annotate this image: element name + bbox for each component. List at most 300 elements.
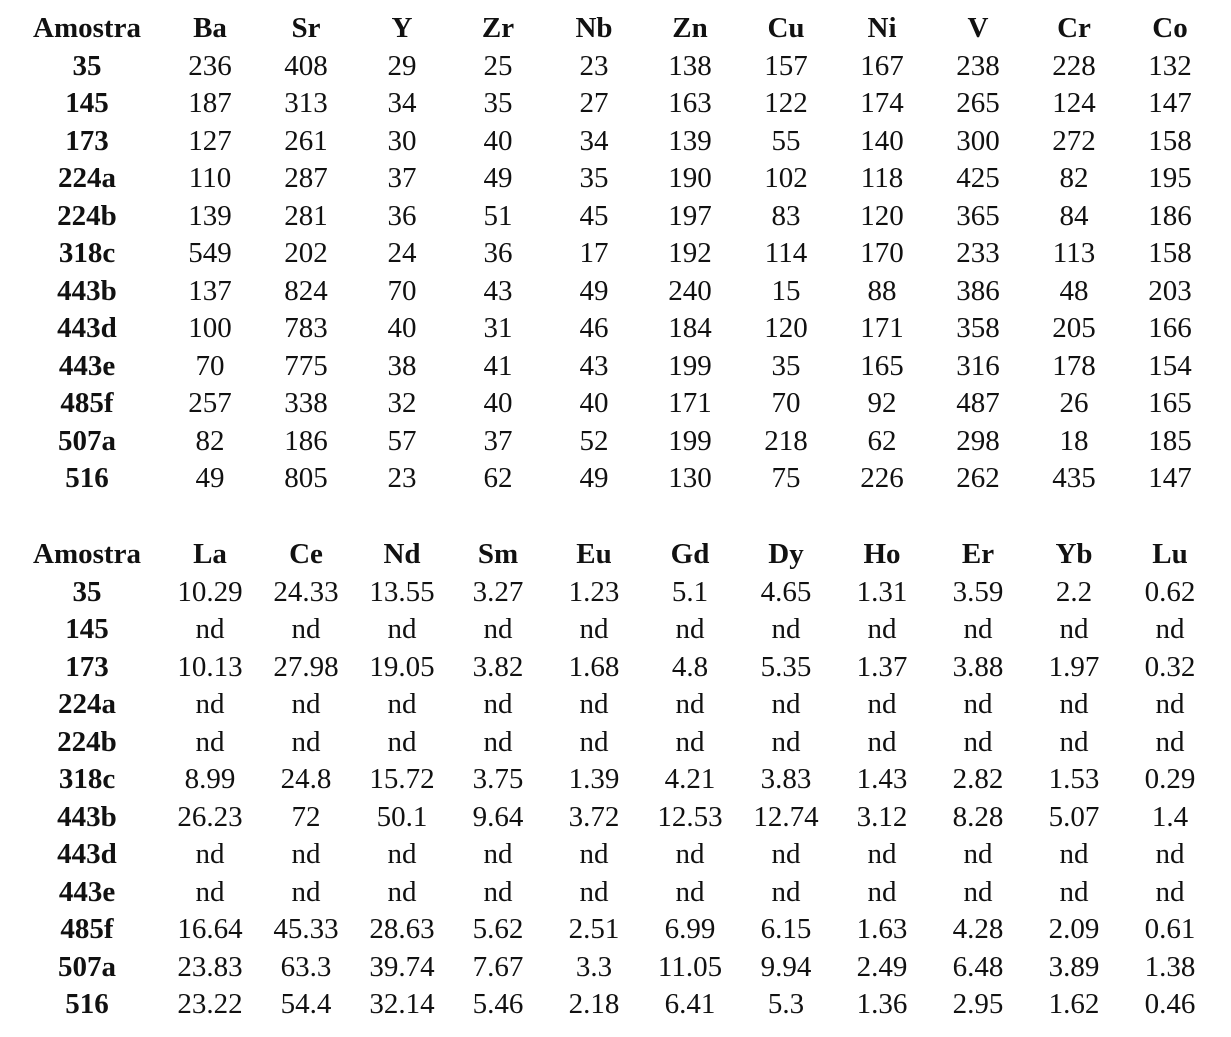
value-cell: nd <box>867 688 897 720</box>
sample-id-cell: 173 <box>65 124 109 157</box>
value-cell: 63.3 <box>280 950 332 983</box>
value-cell: 165 <box>1148 387 1192 419</box>
value-cell: 72 <box>291 800 321 833</box>
value-cell: 40 <box>483 124 513 157</box>
value-cell: nd <box>867 725 897 758</box>
value-cell: nd <box>867 613 897 645</box>
value-cell: nd <box>483 613 513 645</box>
value-cell: 386 <box>956 274 1000 307</box>
value-cell: 140 <box>860 124 904 157</box>
value-cell: 158 <box>1148 124 1192 157</box>
table-row <box>12 949 1218 987</box>
value-cell: 36 <box>483 237 513 269</box>
value-cell: nd <box>1155 838 1185 870</box>
table-row <box>12 874 1218 912</box>
sample-id-cell: 443d <box>57 312 117 344</box>
value-cell: 1.43 <box>856 763 908 795</box>
value-cell: 8.28 <box>952 800 1004 833</box>
value-cell: 52 <box>579 424 609 457</box>
value-cell: nd <box>675 838 705 870</box>
value-cell: nd <box>1059 613 1089 645</box>
value-cell: 120 <box>860 199 904 232</box>
value-cell: 316 <box>956 349 1000 382</box>
value-cell: nd <box>195 725 225 758</box>
value-cell: 6.41 <box>664 988 716 1020</box>
value-cell: 0.29 <box>1144 763 1196 795</box>
element-column-header: La <box>193 538 227 570</box>
value-cell: 62 <box>483 462 513 494</box>
sample-id-cell: 318c <box>58 237 116 269</box>
sample-id-cell: 224b <box>57 725 117 758</box>
value-cell: 287 <box>284 162 328 194</box>
value-cell: 775 <box>284 349 328 382</box>
value-cell: 113 <box>1052 237 1096 269</box>
value-cell: 202 <box>284 237 328 269</box>
value-cell: 4.65 <box>760 575 812 608</box>
value-cell: 35 <box>483 87 513 119</box>
value-cell: 408 <box>284 49 328 82</box>
value-cell: 261 <box>284 124 328 157</box>
value-cell: 43 <box>579 349 609 382</box>
value-cell: 83 <box>771 199 801 232</box>
value-cell: 170 <box>860 237 904 269</box>
value-cell: 262 <box>956 462 1000 494</box>
value-cell: 233 <box>956 237 1000 269</box>
value-cell: nd <box>1155 613 1185 645</box>
sample-id-cell: 443e <box>58 875 116 908</box>
value-cell: 236 <box>188 49 232 82</box>
value-cell: nd <box>1059 688 1089 720</box>
value-cell: 186 <box>284 424 328 457</box>
value-cell: 199 <box>668 424 712 457</box>
value-cell: 358 <box>956 312 1000 344</box>
value-cell: 4.8 <box>671 650 709 683</box>
table-row <box>12 310 1218 348</box>
element-column-header: Lu <box>1152 538 1188 570</box>
value-cell: 171 <box>860 312 904 344</box>
value-cell: 139 <box>188 199 232 232</box>
table-row <box>12 724 1218 762</box>
value-cell: 9.64 <box>472 800 524 833</box>
table-row <box>12 686 1218 724</box>
value-cell: 75 <box>771 462 801 494</box>
value-cell: nd <box>771 838 801 870</box>
value-cell: 32.14 <box>369 988 435 1020</box>
sample-id-cell: 35 <box>72 575 102 608</box>
value-cell: 1.23 <box>568 575 620 608</box>
value-cell: 30 <box>387 124 417 157</box>
value-cell: 16.64 <box>177 913 243 945</box>
value-cell: 3.82 <box>472 650 524 683</box>
value-cell: 62 <box>867 424 897 457</box>
value-cell: 435 <box>1052 462 1096 494</box>
sample-id-cell: 507a <box>58 424 116 457</box>
element-column-header: Ce <box>289 538 323 570</box>
table-row <box>12 911 1218 949</box>
rare-earth-element-table <box>12 536 1218 1024</box>
value-cell: 5.46 <box>472 988 524 1020</box>
value-cell: nd <box>771 725 801 758</box>
element-column-header: Nd <box>383 538 421 570</box>
value-cell: 100 <box>188 312 232 344</box>
value-cell: 5.07 <box>1048 800 1100 833</box>
table-row <box>12 986 1218 1024</box>
value-cell: 1.38 <box>1144 950 1196 983</box>
value-cell: nd <box>1155 725 1185 758</box>
element-column-header: Zn <box>672 12 708 44</box>
table-row <box>12 611 1218 649</box>
value-cell: 70 <box>387 274 417 307</box>
value-cell: 5.3 <box>767 988 805 1020</box>
value-cell: nd <box>1059 725 1089 758</box>
value-cell: 132 <box>1148 49 1192 82</box>
value-cell: 92 <box>867 387 897 419</box>
value-cell: 5.1 <box>671 575 709 608</box>
trace-element-table <box>12 10 1218 498</box>
sample-id-cell: 485f <box>60 913 114 945</box>
sample-column-header: Amostra <box>33 538 141 570</box>
table-row <box>12 836 1218 874</box>
value-cell: 110 <box>188 162 232 194</box>
table-row <box>12 48 1218 86</box>
value-cell: 24 <box>387 237 417 269</box>
value-cell: 40 <box>387 312 417 344</box>
value-cell: nd <box>483 725 513 758</box>
value-cell: 185 <box>1148 424 1192 457</box>
table-row <box>12 198 1218 236</box>
sample-column-header: Amostra <box>33 12 141 44</box>
value-cell: 487 <box>956 387 1000 419</box>
value-cell: nd <box>963 875 993 908</box>
value-cell: 3.83 <box>760 763 812 795</box>
table-header <box>12 10 1218 48</box>
value-cell: 9.94 <box>760 950 812 983</box>
value-cell: 4.21 <box>664 763 716 795</box>
value-cell: 1.31 <box>856 575 908 608</box>
sample-id-cell: 485f <box>60 387 114 419</box>
table-row <box>12 273 1218 311</box>
value-cell: 27.98 <box>273 650 339 683</box>
value-cell: 5.35 <box>760 650 812 683</box>
value-cell: nd <box>291 688 321 720</box>
value-cell: 49 <box>195 462 225 494</box>
value-cell: 13.55 <box>369 575 435 608</box>
table-row <box>12 649 1218 687</box>
value-cell: 165 <box>860 349 904 382</box>
value-cell: 167 <box>860 49 904 82</box>
value-cell: 15 <box>771 274 801 307</box>
table-body <box>12 574 1218 1024</box>
value-cell: 3.72 <box>568 800 620 833</box>
value-cell: 51 <box>483 199 513 232</box>
value-cell: 138 <box>668 49 712 82</box>
element-column-header: Eu <box>576 538 612 570</box>
value-cell: 1.97 <box>1048 650 1100 683</box>
value-cell: 6.15 <box>760 913 812 945</box>
value-cell: 3.12 <box>856 800 908 833</box>
sample-id-cell: 35 <box>72 49 102 82</box>
value-cell: 55 <box>771 124 801 157</box>
value-cell: 82 <box>1059 162 1089 194</box>
value-cell: 46 <box>579 312 609 344</box>
table-row <box>12 460 1218 498</box>
element-column-header: Dy <box>768 538 804 570</box>
value-cell: nd <box>291 838 321 870</box>
table-body <box>12 48 1218 498</box>
sample-id-cell: 443b <box>57 274 117 307</box>
value-cell: 41 <box>483 349 513 382</box>
value-cell: 8.99 <box>184 763 236 795</box>
header-row <box>12 10 1218 48</box>
element-column-header: Ba <box>193 12 227 44</box>
value-cell: nd <box>675 688 705 720</box>
value-cell: nd <box>867 838 897 870</box>
value-cell: 120 <box>764 312 808 344</box>
element-column-header: Zr <box>481 12 515 44</box>
value-cell: 197 <box>668 199 712 232</box>
element-column-header: V <box>967 12 989 44</box>
value-cell: nd <box>195 838 225 870</box>
value-cell: 24.33 <box>273 575 339 608</box>
value-cell: 19.05 <box>369 650 435 683</box>
value-cell: 3.59 <box>952 575 1004 608</box>
value-cell: nd <box>1059 838 1089 870</box>
table-row <box>12 423 1218 461</box>
value-cell: nd <box>963 688 993 720</box>
value-cell: nd <box>387 688 417 720</box>
value-cell: nd <box>579 725 609 758</box>
value-cell: 805 <box>284 462 328 494</box>
value-cell: 25 <box>483 49 513 82</box>
value-cell: nd <box>579 875 609 908</box>
element-column-header: Er <box>961 538 995 570</box>
value-cell: 178 <box>1052 349 1096 382</box>
element-column-header: Sm <box>477 538 519 570</box>
value-cell: 114 <box>764 237 808 269</box>
value-cell: 1.4 <box>1151 800 1189 833</box>
value-cell: 40 <box>483 387 513 419</box>
value-cell: 124 <box>1052 87 1096 119</box>
value-cell: nd <box>1059 875 1089 908</box>
value-cell: 1.68 <box>568 650 620 683</box>
value-cell: nd <box>195 875 225 908</box>
value-cell: 24.8 <box>280 763 332 795</box>
value-cell: 23.22 <box>177 988 243 1020</box>
value-cell: 49 <box>483 162 513 194</box>
table-row <box>12 85 1218 123</box>
element-column-header: Ni <box>867 12 897 44</box>
value-cell: 186 <box>1148 199 1192 232</box>
value-cell: 27 <box>579 87 609 119</box>
element-column-header: Co <box>1152 12 1188 44</box>
value-cell: 3.88 <box>952 650 1004 683</box>
value-cell: 3.3 <box>575 950 613 983</box>
value-cell: 147 <box>1148 87 1192 119</box>
value-cell: 2.2 <box>1055 575 1093 608</box>
value-cell: 45 <box>579 199 609 232</box>
value-cell: nd <box>771 875 801 908</box>
element-column-header: Yb <box>1055 538 1093 570</box>
table-row <box>12 799 1218 837</box>
value-cell: nd <box>579 688 609 720</box>
value-cell: 281 <box>284 199 328 232</box>
value-cell: 137 <box>188 274 232 307</box>
value-cell: 5.62 <box>472 913 524 945</box>
value-cell: 54.4 <box>280 988 332 1020</box>
table-row <box>12 235 1218 273</box>
value-cell: 190 <box>668 162 712 194</box>
value-cell: nd <box>195 688 225 720</box>
value-cell: 37 <box>387 162 417 194</box>
value-cell: 6.99 <box>664 913 716 945</box>
element-column-header: Y <box>391 12 413 44</box>
value-cell: nd <box>387 838 417 870</box>
value-cell: 34 <box>579 124 609 157</box>
value-cell: 298 <box>956 424 1000 457</box>
value-cell: 0.62 <box>1144 575 1196 608</box>
element-column-header: Cr <box>1057 12 1091 44</box>
element-column-header: Gd <box>670 538 710 570</box>
value-cell: 18 <box>1059 424 1089 457</box>
value-cell: 1.53 <box>1048 763 1100 795</box>
value-cell: 84 <box>1059 199 1089 232</box>
value-cell: 154 <box>1148 349 1192 382</box>
value-cell: 238 <box>956 49 1000 82</box>
table-row <box>12 348 1218 386</box>
sample-id-cell: 516 <box>65 988 109 1020</box>
sample-id-cell: 443d <box>57 838 117 870</box>
value-cell: nd <box>771 613 801 645</box>
value-cell: 7.67 <box>472 950 524 983</box>
value-cell: 203 <box>1148 274 1192 307</box>
value-cell: 35 <box>579 162 609 194</box>
value-cell: nd <box>483 688 513 720</box>
value-cell: nd <box>1155 688 1185 720</box>
value-cell: 35 <box>771 349 801 382</box>
value-cell: 28.63 <box>369 913 435 945</box>
sample-id-cell: 507a <box>58 950 116 983</box>
value-cell: 10.29 <box>177 575 243 608</box>
value-cell: 26.23 <box>177 800 243 833</box>
value-cell: nd <box>291 875 321 908</box>
value-cell: 1.36 <box>856 988 908 1020</box>
value-cell: 184 <box>668 312 712 344</box>
value-cell: 240 <box>668 274 712 307</box>
table-row <box>12 574 1218 612</box>
value-cell: nd <box>579 838 609 870</box>
value-cell: 49 <box>579 274 609 307</box>
sample-id-cell: 224a <box>58 688 116 720</box>
element-column-header: Nb <box>575 12 613 44</box>
value-cell: 57 <box>387 424 417 457</box>
value-cell: 31 <box>483 312 513 344</box>
value-cell: 36 <box>387 199 417 232</box>
sample-id-cell: 173 <box>65 650 109 683</box>
table-row <box>12 123 1218 161</box>
value-cell: 32 <box>387 387 417 419</box>
value-cell: 2.51 <box>568 913 620 945</box>
value-cell: 70 <box>195 349 225 382</box>
value-cell: 88 <box>867 274 897 307</box>
table-row <box>12 385 1218 423</box>
value-cell: 425 <box>956 162 1000 194</box>
value-cell: 49 <box>579 462 609 494</box>
value-cell: nd <box>387 725 417 758</box>
value-cell: 0.61 <box>1144 913 1196 945</box>
value-cell: nd <box>675 725 705 758</box>
value-cell: nd <box>1155 875 1185 908</box>
value-cell: 1.62 <box>1048 988 1100 1020</box>
value-cell: 157 <box>764 49 808 82</box>
value-cell: 1.63 <box>856 913 908 945</box>
value-cell: 118 <box>860 162 904 194</box>
header-row <box>12 536 1218 574</box>
value-cell: nd <box>483 838 513 870</box>
value-cell: 265 <box>956 87 1000 119</box>
value-cell: 37 <box>483 424 513 457</box>
value-cell: 70 <box>771 387 801 419</box>
value-cell: 26 <box>1059 387 1089 419</box>
element-column-header: Sr <box>291 12 321 44</box>
table-row <box>12 160 1218 198</box>
value-cell: 122 <box>764 87 808 119</box>
value-cell: 195 <box>1148 162 1192 194</box>
value-cell: 2.18 <box>568 988 620 1020</box>
element-column-header: Ho <box>863 538 901 570</box>
value-cell: 2.49 <box>856 950 908 983</box>
value-cell: 313 <box>284 87 328 119</box>
value-cell: 48 <box>1059 274 1089 307</box>
table-row <box>12 761 1218 799</box>
value-cell: nd <box>675 613 705 645</box>
value-cell: 23.83 <box>177 950 243 983</box>
value-cell: 2.82 <box>952 763 1004 795</box>
value-cell: 166 <box>1148 312 1192 344</box>
sample-id-cell: 145 <box>65 613 109 645</box>
value-cell: 272 <box>1052 124 1096 157</box>
value-cell: 139 <box>668 124 712 157</box>
value-cell: nd <box>963 725 993 758</box>
value-cell: 29 <box>387 49 417 82</box>
sample-id-cell: 145 <box>65 87 109 119</box>
value-cell: 4.28 <box>952 913 1004 945</box>
value-cell: 17 <box>579 237 609 269</box>
value-cell: nd <box>963 613 993 645</box>
value-cell: 174 <box>860 87 904 119</box>
value-cell: 102 <box>764 162 808 194</box>
sample-id-cell: 318c <box>58 763 116 795</box>
value-cell: 338 <box>284 387 328 419</box>
value-cell: 45.33 <box>273 913 339 945</box>
value-cell: nd <box>387 875 417 908</box>
value-cell: 300 <box>956 124 1000 157</box>
value-cell: 6.48 <box>952 950 1004 983</box>
value-cell: 226 <box>860 462 904 494</box>
value-cell: 34 <box>387 87 417 119</box>
value-cell: 1.37 <box>856 650 908 683</box>
value-cell: 187 <box>188 87 232 119</box>
value-cell: 163 <box>668 87 712 119</box>
value-cell: 192 <box>668 237 712 269</box>
value-cell: 257 <box>188 387 232 419</box>
value-cell: 3.27 <box>472 575 524 608</box>
value-cell: 365 <box>956 199 1000 232</box>
value-cell: 82 <box>195 424 225 457</box>
value-cell: 11.05 <box>657 950 723 983</box>
value-cell: 12.53 <box>657 800 723 833</box>
value-cell: nd <box>771 688 801 720</box>
value-cell: 1.39 <box>568 763 620 795</box>
